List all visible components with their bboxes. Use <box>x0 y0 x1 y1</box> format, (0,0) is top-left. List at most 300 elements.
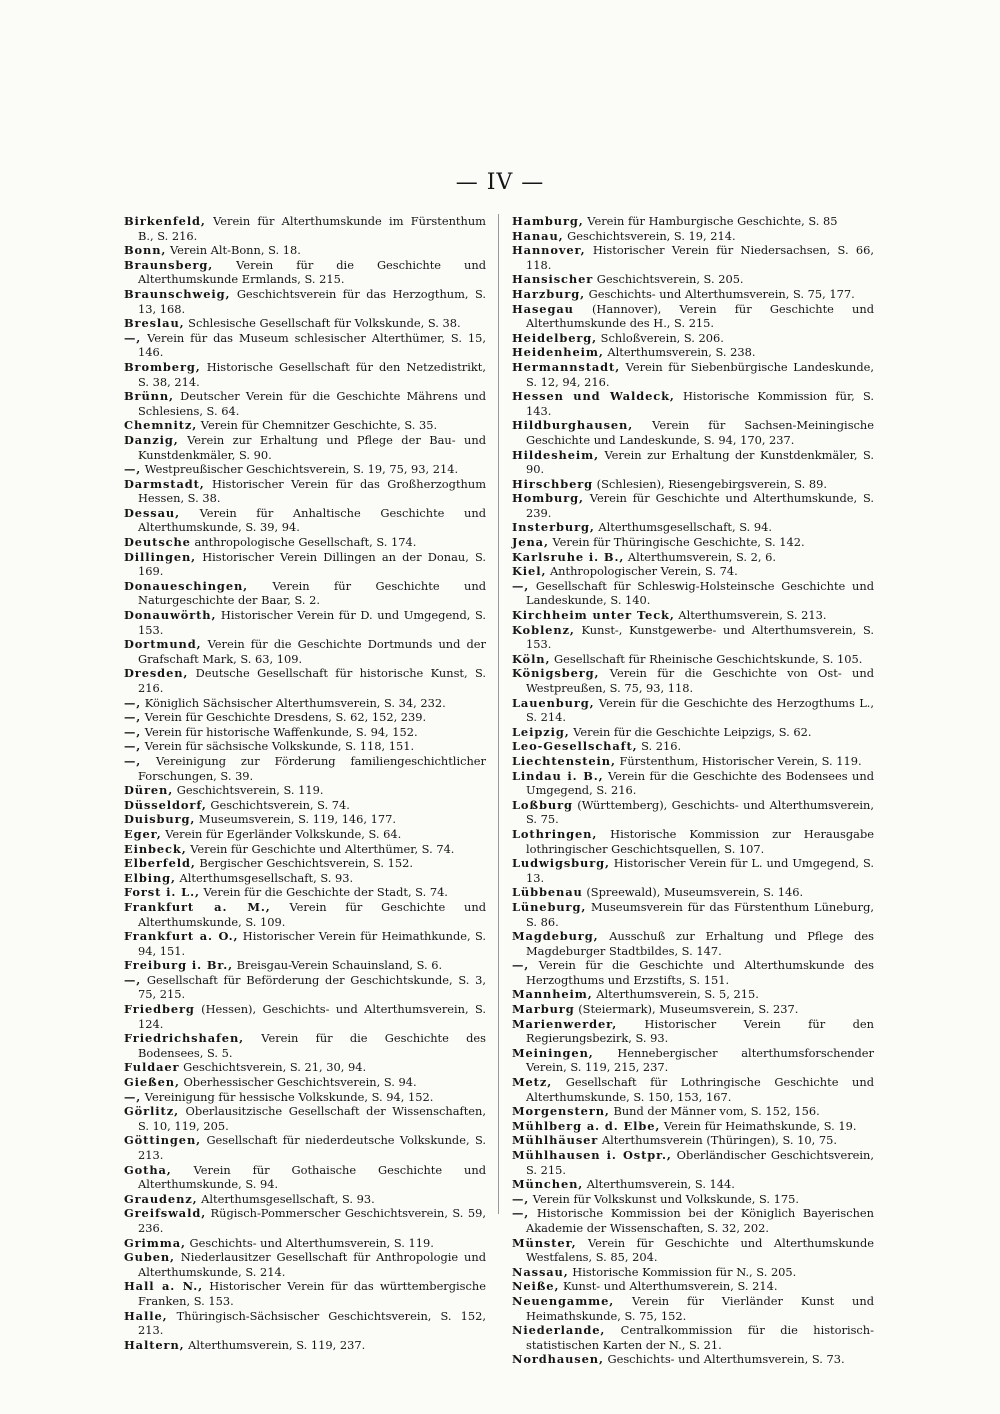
entry-heading: Hirschberg <box>512 476 594 491</box>
index-entry <box>512 1133 874 1148</box>
entry-heading: Elbing, <box>124 870 176 885</box>
entry-text: Verein für Geschichte und Alterthumskunde Westfalens, S. 85, 204. <box>526 1235 874 1265</box>
entry-text: Verein für Alterthumskunde im Fürstenthum B., S. 216. <box>138 214 486 243</box>
index-entry <box>124 579 486 608</box>
index-entry <box>124 842 486 857</box>
index-entry <box>512 608 874 623</box>
index-entry <box>512 272 874 287</box>
entry-text: Verein für die Geschichte Dortmunds und der Grafschaft Mark, S. 63, 109. <box>138 637 486 666</box>
index-entry <box>512 243 874 272</box>
entry-text: Geschichts- und Alterthumsverein, S. 75, 177. <box>585 286 855 301</box>
entry-heading: Mühlhäuser <box>512 1133 599 1148</box>
entry-text: Historischer Verein für den Regierungsbezirk, S. 93. <box>526 1016 874 1046</box>
entry-heading: Fuldaer <box>124 1060 180 1075</box>
index-entry <box>512 929 874 958</box>
entry-heading: Gotha, <box>124 1162 172 1177</box>
index-entry <box>124 1163 486 1192</box>
entry-text: Alterthumsgesellschaft, S. 93. <box>197 1191 375 1206</box>
entry-heading: Lauenburg, <box>512 695 595 710</box>
index-entry <box>512 1352 874 1367</box>
entry-text: Verein für Geschichte und Alterthümer, S. 74. <box>186 841 455 856</box>
index-entry <box>512 418 874 447</box>
entry-text: (Steiermark), Museumsverein, S. 237. <box>574 1002 799 1017</box>
entry-heading: —, <box>512 958 530 973</box>
index-entry <box>512 1192 874 1207</box>
entry-text: Gesellschaft für niederdeutsche Volkskunde, S. 213. <box>138 1133 486 1162</box>
index-entry <box>124 506 486 535</box>
index-entry <box>124 550 486 579</box>
entry-heading: Braunsberg, <box>124 257 214 272</box>
index-entry <box>512 1046 874 1075</box>
entry-heading: Gießen, <box>124 1075 180 1090</box>
entry-text: Verein für das Museum schlesischer Alterthümer, S. 15, 146. <box>138 330 486 360</box>
entry-text: Historische Kommission bei der Königlich Bayerischen Akademie der Wissenschaften, S. 32, 202. <box>526 1206 874 1235</box>
entry-text: Verein für die Geschichte der Stadt, S. 74. <box>199 885 448 900</box>
entry-heading: Hasegau <box>512 301 574 316</box>
entry-heading: Königsberg, <box>512 666 600 681</box>
index-entry <box>124 1192 486 1207</box>
entry-heading: Mühlhausen i. Ostpr., <box>512 1148 672 1162</box>
index-entry <box>124 1206 486 1235</box>
entry-text: Oberhessischer Geschichtsverein, S. 94. <box>179 1075 417 1090</box>
entry-text: Verein für die Geschichte des Herzogthums L., S. 214. <box>526 695 874 725</box>
index-entry <box>124 929 486 958</box>
entry-text: Deutscher Verein für die Geschichte Mährens und Schlesiens, S. 64. <box>138 389 486 418</box>
entry-heading: Mannheim, <box>512 987 593 1002</box>
index-entry <box>512 739 874 754</box>
entry-text: Verein für die Geschichte von Ost- und Westpreußen, S. 75, 93, 118. <box>526 666 874 695</box>
entry-text: Geschichts- und Alterthumsverein, S. 73. <box>603 1352 845 1367</box>
index-entry <box>512 564 874 579</box>
entry-text: Historischer Verein für Niedersachsen, S. 66, 118. <box>526 243 874 272</box>
index-entry <box>512 302 874 331</box>
entry-text: Verein für die Geschichte und Alterthumskunde des Herzogthums und Erzstifts, S. 151. <box>526 958 874 987</box>
index-entry <box>124 1031 486 1060</box>
entry-text: Schloßverein, S. 206. <box>597 330 724 345</box>
index-entry <box>512 666 874 695</box>
entry-heading: —, <box>512 1206 530 1221</box>
index-entry <box>512 1236 874 1265</box>
entry-text: Breisgau-Verein Schauinsland, S. 6. <box>233 958 443 973</box>
index-entry <box>124 1060 486 1075</box>
index-entry <box>124 1002 486 1031</box>
index-entry <box>512 856 874 885</box>
index-entry <box>124 783 486 798</box>
entry-text: Gesellschaft für Lothringische Geschichte und Alterthumskunde, S. 150, 153, 167. <box>526 1075 874 1104</box>
entry-heading: Hessen und Waldeck, <box>512 389 675 404</box>
entry-text: Verein für Anhaltische Geschichte und Alterthumskunde, S. 39, 94. <box>138 505 486 535</box>
entry-heading: —, <box>124 972 142 987</box>
index-entry <box>124 287 486 316</box>
entry-heading: Hannover, <box>512 243 586 258</box>
column-divider <box>498 214 499 1214</box>
index-entry <box>124 258 486 287</box>
index-entry <box>124 798 486 813</box>
index-entry <box>512 331 874 346</box>
index-entry <box>124 243 486 258</box>
entry-text: Historischer Verein für das württembergische Franken, S. 153. <box>138 1279 486 1308</box>
entry-text: Historischer Verein für Heimathkunde, S. 94, 151. <box>138 929 486 958</box>
entry-text: Historische Kommission zur Herausgabe lothringischer Geschichtsquellen, S. 107. <box>526 826 874 856</box>
entry-heading: Duisburg, <box>124 812 196 827</box>
entry-heading: Leipzig, <box>512 724 570 739</box>
index-entry <box>512 360 874 389</box>
index-column-right <box>512 214 874 1367</box>
index-column-left <box>124 214 486 1352</box>
entry-text: Verein für Egerländer Volkskunde, S. 64. <box>161 826 402 841</box>
index-entry <box>512 1323 874 1352</box>
entry-heading: Chemnitz, <box>124 418 198 433</box>
entry-text: Alterthumsverein, S. 213. <box>674 608 827 623</box>
entry-heading: Bromberg, <box>124 359 201 374</box>
index-entry <box>124 360 486 389</box>
entry-heading: Lüneburg, <box>512 899 587 914</box>
entry-heading: Neiße, <box>512 1279 560 1294</box>
entry-heading: Grimma, <box>124 1235 186 1250</box>
entry-heading: Dessau, <box>124 505 180 520</box>
entry-text: Geschichtsverein für das Herzogthum, S. 13, 168. <box>138 286 486 316</box>
entry-heading: Marienwerder, <box>512 1016 618 1031</box>
entry-heading: —, <box>124 1089 142 1104</box>
index-entry <box>512 1104 874 1119</box>
index-entry <box>512 520 874 535</box>
entry-text: Bund der Männer vom, S. 152, 156. <box>609 1104 820 1119</box>
index-entry <box>512 1002 874 1017</box>
entry-text: Verein für Vierländer Kunst und Heimathskunde, S. 75, 152. <box>526 1293 874 1323</box>
entry-text: Vereinigung zur Förderung familiengeschichtlicher Forschungen, S. 39. <box>138 753 486 783</box>
entry-text: Verein für historische Waffenkunde, S. 94, 152. <box>141 724 418 739</box>
entry-heading: Morgenstern, <box>512 1104 610 1119</box>
entry-text: Museumsverein für das Fürstenthum Lüneburg, S. 86. <box>526 899 874 929</box>
entry-heading: Marburg <box>512 1002 575 1017</box>
entry-text: Gesellschaft für Beförderung der Geschichtskunde, S. 3, 75, 215. <box>138 972 486 1002</box>
index-entry <box>124 214 486 243</box>
index-entry <box>124 900 486 929</box>
entry-text: Königlich Sächsischer Alterthumsverein, S. 34, 232. <box>141 695 446 710</box>
entry-heading: Göttingen, <box>124 1133 202 1148</box>
index-entry <box>512 1206 874 1235</box>
entry-text: Historische Kommission für, S. 143. <box>526 389 874 418</box>
entry-text: (Schlesien), Riesengebirgsverein, S. 89. <box>593 476 828 491</box>
entry-text: Verein für die Geschichte Leipzigs, S. 62. <box>569 724 812 739</box>
index-entry <box>512 550 874 565</box>
entry-heading: Forst i. L., <box>124 885 200 900</box>
index-entry <box>512 1075 874 1104</box>
entry-heading: Hall a. N., <box>124 1279 204 1294</box>
index-entry <box>124 812 486 827</box>
entry-heading: Hildburghausen, <box>512 418 634 433</box>
entry-heading: Donauwörth, <box>124 608 217 623</box>
index-entry <box>124 856 486 871</box>
index-entry <box>124 1236 486 1251</box>
entry-heading: München, <box>512 1177 584 1192</box>
entry-heading: Mühlberg a. d. Elbe, <box>512 1118 661 1133</box>
entry-heading: Kirchheim unter Teck, <box>512 608 675 623</box>
index-entry <box>124 389 486 418</box>
index-entry <box>124 1104 486 1133</box>
index-entry <box>512 725 874 740</box>
entry-text: Oberlausitzische Gesellschaft der Wissenschaften, S. 10, 119, 205. <box>138 1104 486 1133</box>
index-entry <box>512 287 874 302</box>
entry-heading: Deutsche <box>124 535 191 550</box>
entry-heading: Düsseldorf, <box>124 797 207 812</box>
entry-heading: Frankfurt a. O., <box>124 929 239 944</box>
index-entry <box>512 769 874 798</box>
index-entry <box>512 1294 874 1323</box>
entry-heading: Danzig, <box>124 432 179 447</box>
entry-text: Verein für Geschichte Dresdens, S. 62, 152, 239. <box>141 710 427 725</box>
entry-heading: —, <box>124 739 142 754</box>
index-entry <box>512 345 874 360</box>
index-entry <box>124 1075 486 1090</box>
index-entry <box>512 477 874 492</box>
entry-heading: Einbeck, <box>124 841 187 856</box>
index-entry <box>512 1177 874 1192</box>
entry-heading: Eger, <box>124 826 162 841</box>
index-entry <box>124 958 486 973</box>
entry-heading: Hanau, <box>512 228 564 243</box>
entry-heading: Metz, <box>512 1075 553 1090</box>
entry-heading: Leo-Gesellschaft, <box>512 739 638 754</box>
entry-text: Centralkommission für die historisch-statistischen Karten der N., S. 21. <box>526 1323 874 1352</box>
index-entry <box>512 214 874 229</box>
index-entry <box>124 462 486 477</box>
entry-text: Geschichtsverein, S. 74. <box>206 797 350 812</box>
entry-text: Gesellschaft für Rheinische Geschichtskunde, S. 105. <box>550 651 863 666</box>
entry-text: Rügisch-Pommerscher Geschichtsverein, S. 59, 236. <box>138 1206 486 1235</box>
entry-heading: Düren, <box>124 783 174 798</box>
index-entry <box>124 973 486 1002</box>
index-entry <box>512 1148 874 1177</box>
index-entry <box>512 696 874 725</box>
index-entry <box>124 1133 486 1162</box>
entry-text: Alterthumsverein (Thüringen), S. 10, 75. <box>598 1133 838 1148</box>
entry-text: Bergischer Geschichtsverein, S. 152. <box>195 856 413 871</box>
index-entry <box>512 389 874 418</box>
entry-heading: —, <box>124 330 142 345</box>
entry-text: Verein für sächsische Volkskunde, S. 118, 151. <box>141 739 415 754</box>
entry-heading: —, <box>124 710 142 725</box>
entry-heading: Dillingen, <box>124 549 197 564</box>
index-entry <box>512 798 874 827</box>
entry-text: Verein für Geschichte und Alterthumskunde, S. 239. <box>526 491 874 520</box>
entry-heading: Elberfeld, <box>124 856 196 871</box>
entry-text: Westpreußischer Geschichtsverein, S. 19, 75, 93, 214. <box>141 462 459 477</box>
index-entry <box>124 666 486 695</box>
entry-heading: Freiburg i. Br., <box>124 958 234 973</box>
entry-text: Alterthumsgesellschaft, S. 94. <box>594 520 772 535</box>
entry-heading: Jena, <box>512 535 549 550</box>
entry-text: Deutsche Gesellschaft für historische Kunst, S. 216. <box>138 666 486 695</box>
entry-heading: Hansischer <box>512 272 594 287</box>
entry-text: Alterthumsverein, S. 2, 6. <box>624 549 776 564</box>
entry-text: Alterthumsgesellschaft, S. 93. <box>175 870 354 885</box>
entry-heading: Dortmund, <box>124 637 202 652</box>
entry-text: Alterthumsverein, S. 238. <box>603 345 756 360</box>
entry-heading: Greifswald, <box>124 1206 207 1221</box>
page-number: — IV — <box>455 170 545 195</box>
index-entry <box>512 491 874 520</box>
index-entry <box>124 871 486 886</box>
entry-heading: Koblenz, <box>512 622 575 637</box>
entry-heading: Köln, <box>512 651 551 666</box>
index-entry <box>124 696 486 711</box>
entry-text: Geschichts- und Alterthumsverein, S. 119. <box>185 1235 434 1250</box>
entry-heading: Braunschweig, <box>124 286 231 301</box>
index-entry <box>512 623 874 652</box>
index-entry <box>512 885 874 900</box>
entry-heading: Loßburg <box>512 797 573 812</box>
entry-text: Historischer Verein für L. und Umgegend, S. 13. <box>526 856 874 885</box>
entry-text: Verein für Sachsen-Meiningische Geschichte und Landeskunde, S. 94, 170, 237. <box>526 418 874 447</box>
entry-text: (Hannover), Verein für Geschichte und Alterthumskunde des H., S. 215. <box>526 301 874 331</box>
entry-heading: Hermannstadt, <box>512 359 621 374</box>
entry-heading: Halle, <box>124 1308 168 1323</box>
entry-text: Thüringisch-Sächsischer Geschichtsverein, S. 152, 213. <box>138 1308 486 1338</box>
entry-text: Fürstenthum, Historischer Verein, S. 119. <box>615 753 862 768</box>
index-entry <box>512 652 874 667</box>
entry-heading: —, <box>512 1191 530 1206</box>
index-entry <box>124 1090 486 1105</box>
index-entry <box>124 710 486 725</box>
index-entry <box>512 1119 874 1134</box>
index-entry <box>512 827 874 856</box>
index-entry <box>512 229 874 244</box>
entry-text: Geschichtsverein, S. 19, 214. <box>563 228 736 243</box>
index-entry <box>124 1250 486 1279</box>
entry-heading: Niederlande, <box>512 1323 606 1338</box>
index-entry <box>124 827 486 842</box>
entry-heading: Heidelberg, <box>512 330 598 345</box>
entry-text: Hennebergischer alterthumsforschender Verein, S. 119, 215, 237. <box>526 1045 874 1075</box>
entry-text: Verein für Heimathskunde, S. 19. <box>660 1118 857 1133</box>
index-entry <box>512 754 874 769</box>
entry-heading: Hildesheim, <box>512 447 599 462</box>
entry-heading: —, <box>124 695 142 710</box>
entry-text: Verein für die Geschichte und Alterthumskunde Ermlands, S. 215. <box>138 257 486 287</box>
entry-text: Gesellschaft für Schleswig-Holsteinsche Geschichte und Landeskunde, S. 140. <box>526 578 874 608</box>
index-entry <box>124 608 486 637</box>
index-entry <box>124 885 486 900</box>
index-entry <box>124 418 486 433</box>
entry-heading: Nordhausen, <box>512 1352 604 1367</box>
entry-text: Verein zur Erhaltung der Kunstdenkmäler, S. 90. <box>526 447 874 477</box>
entry-heading: Darmstadt, <box>124 476 205 491</box>
entry-heading: Insterburg, <box>512 520 595 535</box>
entry-heading: Heidenheim, <box>512 345 604 360</box>
entry-text: Schlesische Gesellschaft für Volkskunde, S. 38. <box>184 316 461 331</box>
entry-heading: Homburg, <box>512 491 584 506</box>
entry-text: Alterthumsverein, S. 119, 237. <box>184 1337 366 1352</box>
index-entry <box>124 1309 486 1338</box>
entry-text: Verein Alt-Bonn, S. 18. <box>166 243 301 258</box>
index-entry <box>512 448 874 477</box>
entry-text: Niederlausitzer Gesellschaft für Anthropologie und Alterthumskunde, S. 214. <box>138 1250 486 1279</box>
entry-text: Historischer Verein für D. und Umgegend, S. 153. <box>138 608 486 637</box>
entry-heading: Harzburg, <box>512 286 585 301</box>
entry-text: Verein zur Erhaltung und Pflege der Bau- und Kunstdenkmäler, S. 90. <box>138 432 486 462</box>
entry-heading: Graudenz, <box>124 1191 198 1206</box>
index-entry <box>124 316 486 331</box>
entry-heading: Donaueschingen, <box>124 578 249 593</box>
entry-heading: Lothringen, <box>512 826 598 841</box>
entry-heading: Frankfurt a. M., <box>124 899 271 914</box>
entry-heading: Guben, <box>124 1250 175 1265</box>
entry-text: Historische Kommission für N., S. 205. <box>568 1264 797 1279</box>
entry-text: Kunst-, Kunstgewerbe- und Alterthumsverein, S. 153. <box>526 622 874 652</box>
index-entry <box>512 987 874 1002</box>
entry-heading: Lübbenau <box>512 885 583 900</box>
entry-text: Geschichtsverein, S. 21, 30, 94. <box>179 1060 367 1075</box>
index-entry <box>512 1265 874 1280</box>
entry-heading: Dresden, <box>124 666 189 681</box>
entry-text: S. 216. <box>637 739 682 754</box>
entry-heading: Hamburg, <box>512 214 584 228</box>
index-entry <box>124 754 486 783</box>
entry-text: Alterthumsverein, S. 144. <box>583 1177 735 1192</box>
entry-heading: Magdeburg, <box>512 929 599 944</box>
entry-heading: Karlsruhe i. B., <box>512 549 625 564</box>
index-entry <box>512 1279 874 1294</box>
entry-text: Historischer Verein Dillingen an der Donau, S. 169. <box>138 549 486 579</box>
index-entry <box>512 900 874 929</box>
entry-text: (Württemberg), Geschichts- und Alterthumsverein, S. 75. <box>526 797 874 827</box>
entry-text: Verein für die Geschichte des Bodensees, S. 5. <box>138 1031 486 1060</box>
entry-heading: Bonn, <box>124 243 167 258</box>
entry-heading: Friedrichshafen, <box>124 1031 245 1046</box>
entry-heading: Breslau, <box>124 316 185 331</box>
index-entry <box>512 535 874 550</box>
entry-text: Museumsverein, S. 119, 146, 177. <box>195 812 397 827</box>
entry-text: Ausschuß zur Erhaltung und Pflege des Magdeburger Stadtbildes, S. 147. <box>526 929 874 958</box>
entry-heading: Meiningen, <box>512 1045 594 1060</box>
entry-heading: Ludwigsburg, <box>512 856 610 871</box>
entry-heading: Friedberg <box>124 1002 195 1017</box>
entry-text: Verein für Thüringische Geschichte, S. 142. <box>548 535 805 550</box>
entry-heading: —, <box>124 462 142 477</box>
entry-text: Historischer Verein für das Großherzogthum Hessen, S. 38. <box>138 476 486 506</box>
entry-heading: —, <box>512 578 530 593</box>
entry-text: Historische Gesellschaft für den Netzedistrikt, S. 38, 214. <box>138 359 486 389</box>
entry-text: Alterthumsverein, S. 5, 215. <box>592 987 759 1002</box>
index-entry <box>512 1017 874 1046</box>
entry-text: (Spreewald), Museumsverein, S. 146. <box>582 885 804 900</box>
entry-text: Verein für Geschichte und Alterthumskunde, S. 109. <box>138 899 487 929</box>
entry-heading: Kiel, <box>512 564 547 579</box>
entry-text: Verein für Geschichte und Naturgeschichte der Baar, S. 2. <box>138 578 486 608</box>
index-entry <box>124 1279 486 1308</box>
index-entry <box>124 637 486 666</box>
entry-text: Verein für Hamburgische Geschichte, S. 85 <box>583 214 838 228</box>
index-entry <box>512 579 874 608</box>
index-entry <box>124 725 486 740</box>
entry-text: (Hessen), Geschichts- und Alterthumsverein, S. 124. <box>138 1002 486 1031</box>
entry-text: Verein für Chemnitzer Geschichte, S. 35. <box>197 418 438 433</box>
entry-text: Verein für die Geschichte des Bodensees und Umgegend, S. 216. <box>526 768 874 798</box>
entry-heading: Görlitz, <box>124 1104 179 1119</box>
entry-heading: Münster, <box>512 1235 577 1250</box>
entry-text: Verein für Siebenbürgische Landeskunde, S. 12, 94, 216. <box>526 359 874 389</box>
index-entry <box>124 739 486 754</box>
entry-text: Oberländischer Geschichtsverein, S. 215. <box>526 1148 874 1177</box>
entry-heading: Birkenfeld, <box>124 214 206 228</box>
index-entry <box>124 477 486 506</box>
entry-heading: Liechtenstein, <box>512 753 616 768</box>
entry-heading: Neuengamme, <box>512 1293 615 1308</box>
index-entry <box>124 1338 486 1353</box>
index-entry <box>124 535 486 550</box>
entry-heading: Nassau, <box>512 1264 569 1279</box>
